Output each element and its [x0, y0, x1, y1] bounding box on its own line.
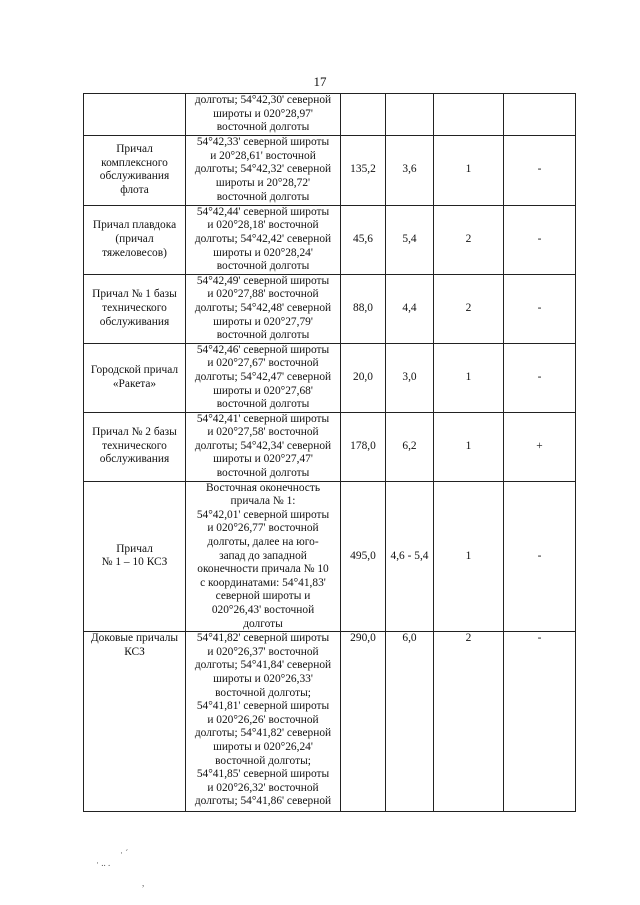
- scan-mark: · .. .: [96, 858, 111, 868]
- coordinates-cell: 54°41,82' северной широты и 020°26,37' восточной долготы; 54°41,84' северной широты и 020°26,33' восточной долготы; 54°41,81' северной широты и 020°26,26' восточной долготы; 54°41,82' северной широты и 020°26,24' восточной долготы; 54°41,85' северной широты и 020°26,32' восточной долготы; 54°41,86' северной: [186, 632, 341, 812]
- length-cell: 135,2: [341, 135, 386, 205]
- mark-cell: -: [504, 135, 576, 205]
- table-row: [84, 412, 576, 481]
- scan-mark: · ´: [120, 848, 129, 858]
- berth-name-cell: [84, 94, 186, 136]
- category-cell: 1: [434, 135, 504, 205]
- category-cell: 1: [434, 481, 504, 632]
- mark-cell: -: [504, 343, 576, 412]
- table-row: [84, 632, 576, 812]
- coordinates-cell: долготы; 54°42,30' северной широты и 020°28,97' восточной долготы: [186, 94, 341, 136]
- length-cell: 178,0: [341, 412, 386, 481]
- berth-name-cell: Причал № 2 базы технического обслуживания: [84, 412, 186, 481]
- mark-cell: -: [504, 274, 576, 343]
- berths-table-body: [84, 94, 576, 812]
- coordinates-cell: 54°42,33' северной широты и 20°28,61' восточной долготы; 54°42,32' северной широты и 20°28,72' восточной долготы: [186, 135, 341, 205]
- table-row: [84, 343, 576, 412]
- length-cell: 495,0: [341, 481, 386, 632]
- length-cell: 20,0: [341, 343, 386, 412]
- depth-cell: 3,0: [386, 343, 434, 412]
- depth-cell: 3,6: [386, 135, 434, 205]
- mark-cell: -: [504, 481, 576, 632]
- berth-name-cell: Городской причал «Ракета»: [84, 343, 186, 412]
- length-cell: 88,0: [341, 274, 386, 343]
- mark-cell: +: [504, 412, 576, 481]
- berth-name-cell: Причал комплексного обслуживания флота: [84, 135, 186, 205]
- berth-name-cell: Доковые причалы КСЗ: [84, 632, 186, 812]
- coordinates-cell: 54°42,46' северной широты и 020°27,67' восточной долготы; 54°42,47' северной широты и 020°27,68' восточной долготы: [186, 343, 341, 412]
- coordinates-cell: 54°42,49' северной широты и 020°27,88' восточной долготы; 54°42,48' северной широты и 020°27,79' восточной долготы: [186, 274, 341, 343]
- length-cell: 290,0: [341, 632, 386, 812]
- coordinates-cell: 54°42,41' северной широты и 020°27,58' восточной долготы; 54°42,34' северной широты и 020°27,47' восточной долготы: [186, 412, 341, 481]
- berth-name-cell: Причал № 1 – 10 КСЗ: [84, 481, 186, 632]
- category-cell: 1: [434, 412, 504, 481]
- coordinates-cell: Восточная оконечность причала № 1: 54°42,01' северной широты и 020°26,77' восточной долготы, далее на юго- запад до западной оконечности причала № 10 с координатами: 54°41,83' северной широты и 020°26,43' восточной долготы: [186, 481, 341, 632]
- category-cell: [434, 94, 504, 136]
- berths-table: [83, 93, 576, 812]
- coordinates-cell: 54°42,44' северной широты и 020°28,18' восточной долготы; 54°42,42' северной широты и 020°28,24' восточной долготы: [186, 205, 341, 274]
- category-cell: 2: [434, 205, 504, 274]
- mark-cell: -: [504, 632, 576, 812]
- table-row: [84, 205, 576, 274]
- category-cell: 2: [434, 274, 504, 343]
- berth-name-cell: Причал плавдока (причал тяжеловесов): [84, 205, 186, 274]
- depth-cell: 4,6 - 5,4: [386, 481, 434, 632]
- page-number: 17: [313, 74, 327, 89]
- berth-name-cell: Причал № 1 базы технического обслуживания: [84, 274, 186, 343]
- mark-cell: -: [504, 205, 576, 274]
- category-cell: 2: [434, 632, 504, 812]
- depth-cell: 6,2: [386, 412, 434, 481]
- table-row: [84, 94, 576, 136]
- length-cell: 45,6: [341, 205, 386, 274]
- depth-cell: 5,4: [386, 205, 434, 274]
- depth-cell: 6,0: [386, 632, 434, 812]
- depth-cell: 4,4: [386, 274, 434, 343]
- category-cell: 1: [434, 343, 504, 412]
- scan-mark: ,: [142, 878, 145, 888]
- mark-cell: [504, 94, 576, 136]
- length-cell: [341, 94, 386, 136]
- table-row: [84, 481, 576, 632]
- table-row: [84, 135, 576, 205]
- depth-cell: [386, 94, 434, 136]
- table-row: [84, 274, 576, 343]
